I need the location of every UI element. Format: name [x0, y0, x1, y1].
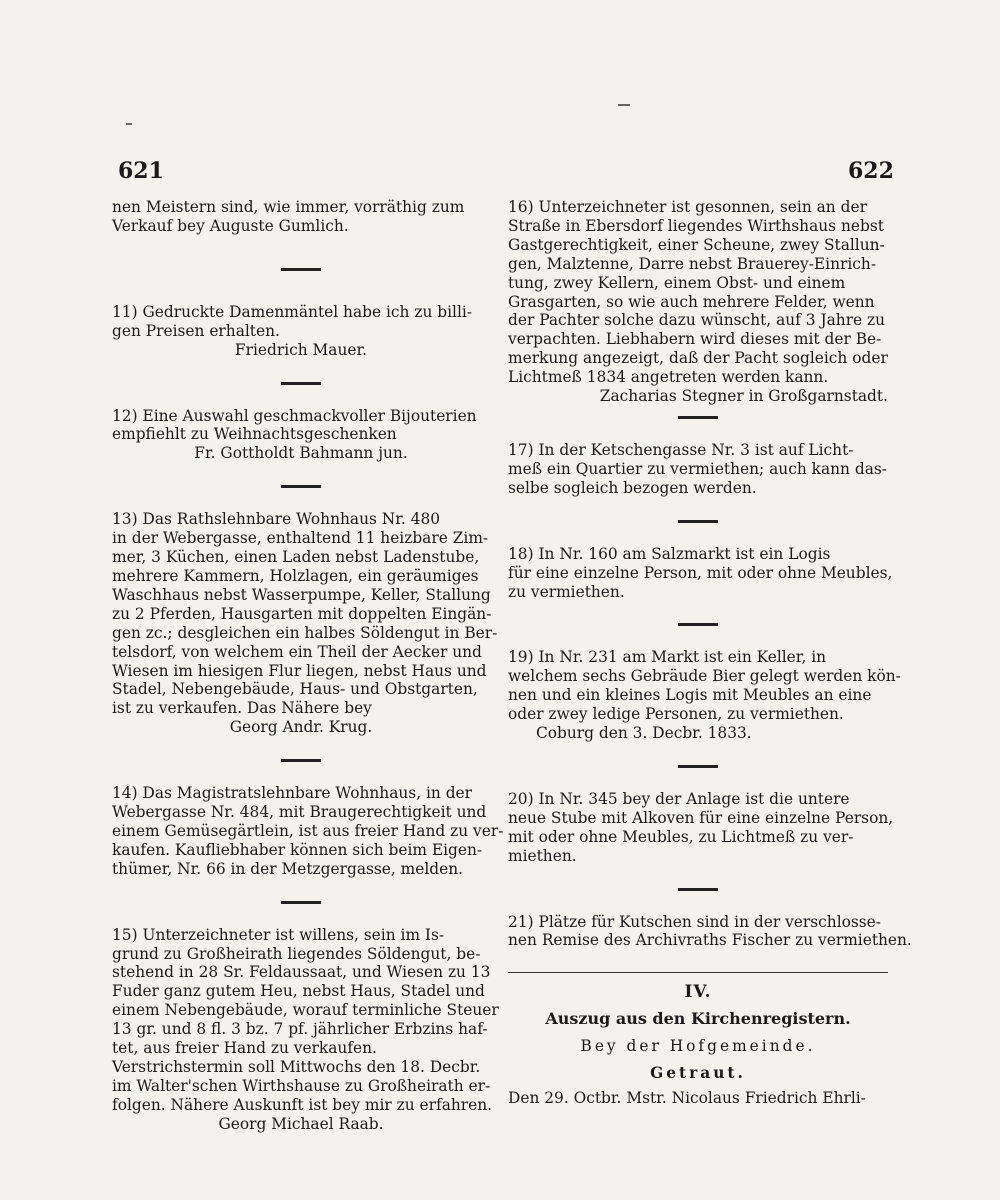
- notice-11: [112, 303, 490, 360]
- text-line: oder zwey ledige Personen, zu vermiethen.: [508, 705, 844, 724]
- notice-21: [508, 912, 912, 951]
- text-line: gen zc.; desgleichen ein halbes Söldengut in Ber-: [112, 623, 498, 642]
- signature: Georg Andr. Krug.: [229, 718, 373, 737]
- text-line: der Pachter solche dazu wünscht, auf 3 Jahre zu: [508, 311, 886, 330]
- section-heading: Getraut.: [650, 1064, 746, 1083]
- text-line: mit oder ohne Meubles, zu Lichtmeß zu ver-: [508, 827, 854, 846]
- text-line: 18) In Nr. 160 am Salzmarkt ist ein Logis: [508, 544, 831, 563]
- intro-paragraph: [112, 198, 490, 236]
- notice-19: [508, 648, 901, 743]
- text-line: tet, aus freier Hand zu verkaufen.: [112, 1039, 377, 1058]
- notice-13: [112, 510, 498, 737]
- text-line: Gastgerechtigkeit, einer Scheune, zwey Stallun-: [508, 235, 885, 254]
- notice-20: [508, 789, 894, 866]
- section-title: Auszug aus den Kirchenregistern.: [545, 1009, 851, 1029]
- text-line: selbe sogleich bezogen werden.: [508, 478, 757, 497]
- right-column: [508, 198, 912, 1108]
- text-line: zu vermiethen.: [508, 582, 625, 601]
- text-line: 17) In der Ketschengasse Nr. 3 ist auf Licht-: [508, 440, 854, 459]
- text-line: Verstrichstermin soll Mittwochs den 18. Decbr.: [112, 1058, 481, 1076]
- text-line: 11) Gedruckte Damenmäntel habe ich zu billi-: [112, 302, 472, 321]
- left-column: [112, 198, 504, 1134]
- text-line: Stadel, Nebengebäude, Haus- und Obstgarten,: [112, 680, 478, 699]
- text-line: einem Gemüsegärtlein, ist aus freier Hand zu ver-: [112, 821, 504, 840]
- text-line: 20) In Nr. 345 bey der Anlage ist die untere: [508, 789, 850, 808]
- text-line: Webergasse Nr. 484, mit Braugerechtigkeit und: [112, 803, 487, 822]
- text-line: 12) Eine Auswahl geschmackvoller Bijouterien: [112, 406, 477, 425]
- text-line: verpachten. Liebhabern wird dieses mit der Be-: [508, 330, 882, 349]
- signature: Georg Michael Raab.: [218, 1114, 384, 1133]
- text-line: Waschhaus nebst Wasserpumpe, Keller, Stallung: [112, 585, 491, 604]
- text-line: zu 2 Pferden, Hausgarten mit doppelten Eingän-: [112, 604, 492, 623]
- section-subtitle: Bey der Hofgemeinde.: [580, 1037, 816, 1056]
- page-number-right: 622: [848, 158, 894, 184]
- text-line: merkung angezeigt, daß der Pacht sogleich oder: [508, 349, 888, 368]
- notice-18: [508, 544, 893, 602]
- text-line: Fuder ganz gutem Heu, nebst Haus, Stadel und: [112, 982, 485, 1001]
- text-line: welchem sechs Gebräude Bier gelegt werden kön-: [508, 667, 901, 686]
- text-line: empfiehlt zu Weihnachtsgeschenken: [112, 425, 397, 444]
- text-line: grund zu Großheirath liegendes Söldengut, be-: [112, 944, 481, 963]
- text-line: einem Nebengebäude, worauf terminliche Steuer: [112, 1001, 499, 1020]
- print-speck: [618, 104, 630, 106]
- text-line: tung, zwey Kellern, einem Obst- und einem: [508, 273, 846, 292]
- text-line: 14) Das Magistratslehnbare Wohnhaus, in der: [112, 784, 473, 803]
- text-line: thümer, Nr. 66 in der Metzgergasse, melden.: [112, 859, 464, 878]
- notice-12: [112, 407, 490, 464]
- register-entry: [508, 1089, 888, 1108]
- text-line: 13 gr. und 8 fl. 3 bz. 7 pf. jährlicher Erbzins haf-: [112, 1020, 488, 1039]
- notice-17: [508, 441, 888, 498]
- text-line: nen Remise des Archivraths Fischer zu vermiethen.: [508, 931, 912, 950]
- text-line: nen und ein kleines Logis mit Meubles an eine: [508, 686, 872, 705]
- signature: Zacharias Stegner in Großgarnstadt.: [599, 387, 888, 406]
- text-line: 16) Unterzeichneter ist gesonnen, sein an der: [508, 198, 867, 216]
- text-line: Den 29. Octbr. Mstr. Nicolaus Friedrich Ehrli-: [508, 1089, 866, 1107]
- text-line: neue Stube mit Alkoven für eine einzelne Person,: [508, 808, 894, 827]
- text-line: ist zu verkaufen. Das Nähere bey: [112, 699, 372, 718]
- text-line: miethen.: [508, 846, 577, 865]
- text-line: nen Meistern sind, wie immer, vorräthig zum: [112, 198, 465, 216]
- signature: Fr. Gottholdt Bahmann jun.: [194, 444, 408, 463]
- notice-14: [112, 784, 504, 879]
- page-number-left: 621: [118, 158, 164, 184]
- text-line: Verkauf bey Auguste Gumlich.: [112, 216, 349, 235]
- print-speck: [126, 123, 132, 125]
- text-line: kaufen. Kaufliebhaber können sich beim Eigen-: [112, 840, 483, 859]
- text-line: in der Webergasse, enthaltend 11 heizbare Zim-: [112, 529, 489, 548]
- section-numeral: IV.: [684, 982, 712, 1003]
- text-line: folgen. Nähere Auskunft ist bey mir zu erfahren.: [112, 1095, 493, 1114]
- notice-15: [112, 925, 499, 1134]
- text-line: 13) Das Rathslehnbare Wohnhaus Nr. 480: [112, 510, 441, 529]
- text-line: 19) In Nr. 231 am Markt ist ein Keller, in: [508, 648, 827, 667]
- text-line: mehrere Kammern, Holzlagen, ein geräumiges: [112, 566, 479, 585]
- signature: Friedrich Mauer.: [234, 340, 368, 359]
- text-line: 15) Unterzeichneter ist willens, sein im Is-: [112, 925, 445, 944]
- text-line: im Walter'schen Wirthshause zu Großheirath er-: [112, 1076, 491, 1095]
- text-line: Wiesen im hiesigen Flur liegen, nebst Haus und: [112, 661, 487, 680]
- dateline: Coburg den 3. Decbr. 1833.: [536, 724, 752, 743]
- text-line: mer, 3 Küchen, einen Laden nebst Ladenstube,: [112, 548, 480, 567]
- text-line: Grasgarten, so wie auch mehrere Felder, wenn: [508, 292, 875, 311]
- text-line: Straße in Ebersdorf liegendes Wirthshaus nebst: [508, 216, 884, 235]
- text-line: meß ein Quartier zu vermiethen; auch kann das-: [508, 459, 887, 478]
- text-line: telsdorf, von welchem ein Theil der Aecker und: [112, 642, 482, 661]
- text-line: gen, Malztenne, Darre nebst Brauerey-Einrich-: [508, 254, 877, 273]
- notice-16: [508, 198, 888, 406]
- text-line: 21) Plätze für Kutschen sind in der verschlosse-: [508, 912, 881, 931]
- text-line: stehend in 28 Sr. Feldaussaat, und Wiesen zu 13: [112, 963, 491, 982]
- text-line: für eine einzelne Person, mit oder ohne Meubles,: [508, 563, 893, 582]
- text-line: gen Preisen erhalten.: [112, 321, 280, 340]
- text-line: Lichtmeß 1834 angetreten werden kann.: [508, 368, 829, 387]
